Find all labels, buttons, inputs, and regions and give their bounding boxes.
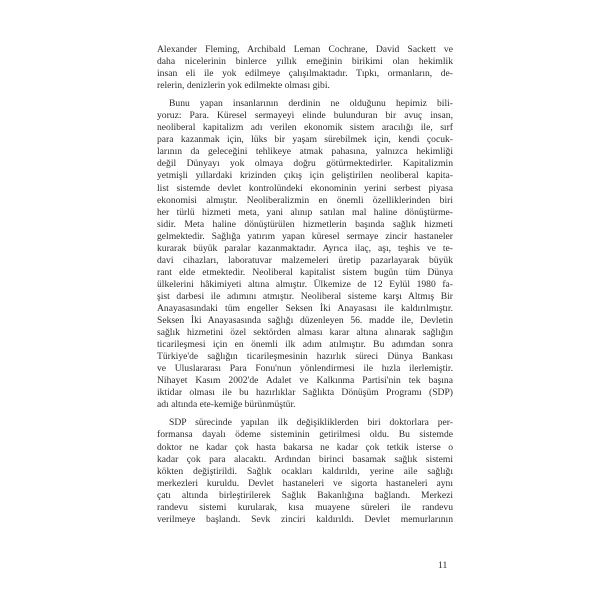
text-line: formansa dayalı ödeme sisteminin getirilmesi oldu. Bu sistemde: [157, 429, 453, 441]
text-line: davi cihazları, laboratuvar malzemeleri üretip pazarlayarak büyük: [157, 254, 453, 266]
text-line: kadar çok para alacaktı. Ardından birinci basamak sağlık sistemi: [157, 453, 453, 465]
text-line: insan eli ile yok edilmeye çalışılmaktadır. Tıpkı, ormanların, de-: [157, 68, 453, 80]
text-line: adı altında ete-kemiğe bürünmüştür.: [157, 399, 296, 411]
page-number: 11: [438, 560, 448, 571]
text-line: yetmişli yıllardaki krizinden çıkış için geliştirilen neoliberal kapita-: [157, 170, 453, 182]
text-line: neoliberal kapitalizm adı verilen ekonomik sistem aracılığı ile, sırf: [157, 122, 453, 134]
text-line: rant elde etmektedir. Neoliberal kapitalist sistem bugün tüm Dünya: [157, 266, 453, 278]
text-line: list sistemde devlet kontrolündeki ekonominin yerini serbest piyasa: [157, 182, 453, 194]
text-line: para kazanmak için, lüks bir yaşam sürebilmek için, kendi çocuk-: [157, 134, 453, 146]
text-line: ülkelerini hâkimiyeti altına almıştır. Ülkemize de 12 Eylül 1980 fa-: [157, 278, 453, 290]
text-line: ve Uluslararası Para Fonu'nun yönlendirmesi ile hızla ilerlemiştir.: [157, 363, 453, 375]
text-line: Nihayet Kasım 2002'de Adalet ve Kalkınma Partisi'nin tek başına: [157, 375, 453, 387]
text-line: şist darbesi ile adımını atmıştır. Neoliberal sisteme karşı Altmış Bir: [157, 290, 453, 302]
text-line: kökten değiştirildi. Sağlık ocakları kaldırıldı, yerine aile sağlığı: [157, 465, 453, 477]
text-line: ekonomisi almıştır. Neoliberalizmin en önemli özelliklerinden biri: [157, 194, 453, 206]
text-line: gelmektedir. Sağlığa yatırım yapan küresel sermaye zincir hastaneler: [157, 230, 453, 242]
paragraph-1: [157, 44, 453, 92]
text-line: daha nicelerinin binlerce yıllık emeğinin birikimi olan hekimlik: [157, 56, 453, 68]
text-line: sidir. Meta haline dönüştürülen hizmetlerin başında sağlık hizmeti: [157, 218, 453, 230]
text-line: yoruz: Para. Küresel sermayeyi elinde bulunduran bir avuç insan,: [157, 110, 453, 122]
text-line: sağlık hizmetini özel sektörden alması karar altına alınarak sağlığın: [157, 327, 453, 339]
text-line: iktidar olması ile bu hazırlıklar Sağlıkta Dönüşüm Programı (SDP): [157, 387, 453, 399]
text-line: relerin, denizlerin yok edilmekte olması gibi.: [157, 80, 330, 92]
text-line: Bunu yapan insanlarının derdinin ne olduğunu hepimiz bili-: [169, 98, 453, 110]
paragraph-3: [157, 417, 453, 525]
text-line: larının da geleceğini tehlikeye atmak pahasına, yalnızca hekimliği: [157, 146, 453, 158]
text-line: değil Dünyayı yok olmaya doğru götürmektedirler. Kapitalizmin: [157, 158, 453, 170]
text-line: SDP sürecinde yapılan ilk değişikliklerden biri doktorlara per-: [169, 417, 453, 429]
text-line: merkezleri kuruldu. Devlet hastaneleri ve sigorta hastaneleri aynı: [157, 477, 453, 489]
text-line: Alexander Fleming, Archibald Leman Cochrane, David Sackett ve: [157, 44, 453, 55]
paragraph-2: [157, 98, 453, 411]
text-line: kurarak büyük paralar kazanmaktadır. Ayrıca ilaç, aşı, teşhis ve te-: [157, 242, 453, 254]
text-line: verilmeye başlandı. Sevk zinciri kaldırıldı. Devlet memurlarının: [157, 513, 453, 525]
text-line: her türlü hizmeti meta, yani alınıp satılan mal haline dönüştürme-: [157, 206, 453, 218]
body-text: [157, 44, 453, 526]
text-line: randevu sistemi kurularak, kısa muayene süreleri ile randevu: [157, 501, 453, 513]
text-line: doktor ne kadar çok hasta bakarsa ne kadar çok tetkik isterse o: [157, 441, 453, 453]
text-line: Anayasasındaki tüm engeller Seksen İki Anayasası ile kaldırılmıştır.: [157, 302, 453, 314]
text-line: çatı altında birleştirilerek Sağlık Bakanlığına bağlandı. Merkezi: [157, 489, 453, 501]
text-line: ticarileşmesi için en önemli ilk adım atılmıştır. Bu adımdan sonra: [157, 339, 453, 351]
text-line: Türkiye'de sağlığın ticarileşmesinin hazırlık süreci Dünya Bankası: [157, 351, 453, 363]
text-line: Seksen İki Anayasasında sağlığı düzenleyen 56. madde ile, Devletin: [157, 315, 453, 327]
